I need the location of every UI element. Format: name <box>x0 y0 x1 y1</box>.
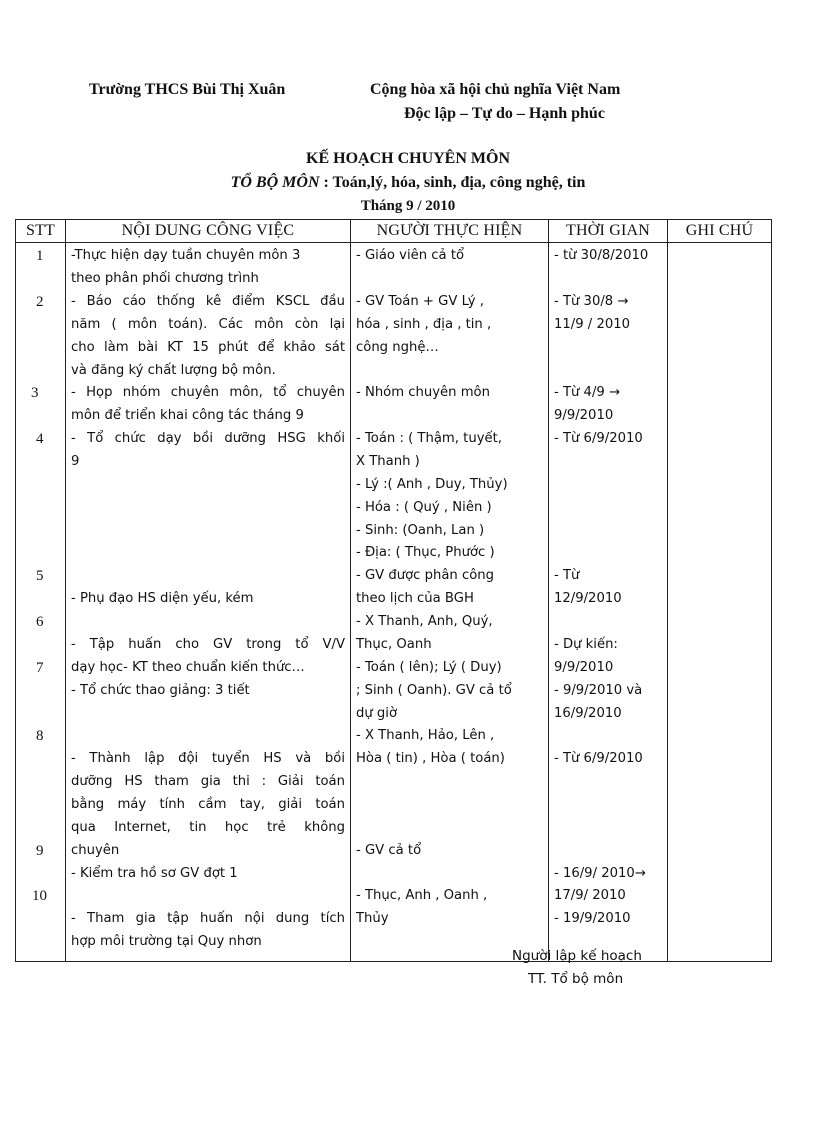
stt-number: 5 <box>36 568 44 584</box>
person-line: công nghệ… <box>356 340 439 355</box>
stt-number: 1 <box>36 248 44 264</box>
stt-number: 3 <box>31 385 39 401</box>
person-line: hóa , sinh , địa , tin , <box>356 317 492 332</box>
content-line: môn để triển khai công tác tháng 9 <box>71 408 304 423</box>
time-cell <box>549 243 668 962</box>
person-line: dự giờ <box>356 706 398 721</box>
content-line: - Tập huấn cho GV trong tổ V/V <box>71 637 345 652</box>
document-title: KẾ HOẠCH CHUYÊN MÔN <box>306 150 510 167</box>
signature-role: TT. Tổ bộ môn <box>528 971 624 987</box>
content-line: - Báo cáo thống kê điểm KSCL đầu <box>71 294 345 309</box>
time-line: - 19/9/2010 <box>554 911 631 926</box>
time-line: 11/9 / 2010 <box>554 317 631 332</box>
content-line: dưỡng HS tham gia thi : Giải toán <box>71 774 345 789</box>
person-line: - Địa: ( Thục, Phước ) <box>356 545 495 560</box>
person-line: X Thanh ) <box>356 454 420 469</box>
stt-number: 6 <box>36 614 44 630</box>
content-line: - Tổ chức dạy bồi dưỡng HSG khối <box>71 431 345 446</box>
person-line: - Lý :( Anh , Duy, Thủy) <box>356 477 508 492</box>
content-line: năm ( môn toán). Các môn còn lại <box>71 317 345 332</box>
stt-number: 10 <box>32 888 47 904</box>
time-line: 16/9/2010 <box>554 706 622 721</box>
content-line: chuyên <box>71 843 120 858</box>
stt-number: 8 <box>36 728 44 744</box>
time-line: - 9/9/2010 và <box>554 683 643 698</box>
plan-table <box>15 219 772 962</box>
content-line: - Thành lập đội tuyển HS và bồi <box>71 751 345 766</box>
content-line: - Kiểm tra hồ sơ GV đợt 1 <box>71 866 238 881</box>
content-line: -Thực hiện dạy tuần chuyên môn 3 <box>71 248 301 263</box>
person-line: - Sinh: (Oanh, Lan ) <box>356 523 485 538</box>
person-line: - GV Toán + GV Lý , <box>356 294 484 309</box>
person-line: - Nhóm chuyên môn <box>356 385 490 400</box>
time-line: 17/9/ 2010 <box>554 888 626 903</box>
signature-title: Người lập kế hoạch <box>512 948 642 964</box>
person-line: - GV được phân công <box>356 568 495 583</box>
col-header-stt: STT <box>16 220 66 243</box>
time-line: - Dự kiến: <box>554 637 618 652</box>
content-line: hợp môi trường tại Quy nhơn <box>71 934 262 949</box>
time-line: - Từ <box>554 568 580 583</box>
person-line: - Toán ( lên); Lý ( Duy) <box>356 660 502 675</box>
time-line: 9/9/2010 <box>554 660 614 675</box>
person-line: - Thục, Anh , Oanh , <box>356 888 488 903</box>
note-cell <box>668 243 772 962</box>
person-cell <box>351 243 549 962</box>
col-header-time: THỜI GIAN <box>549 220 668 243</box>
content-line: - Họp nhóm chuyên môn, tổ chuyên <box>71 385 345 400</box>
col-header-person: NGƯỜI THỰC HIỆN <box>351 220 549 243</box>
time-line: - Từ 30/8 → <box>554 294 629 309</box>
stt-number: 2 <box>36 294 44 310</box>
person-line: ; Sinh ( Oanh). GV cả tổ <box>356 683 512 698</box>
content-line: và đăng ký chất lượng bộ môn. <box>71 363 276 378</box>
school-name: Trường THCS Bùi Thị Xuân <box>89 81 286 98</box>
col-header-note: GHI CHÚ <box>668 220 772 243</box>
person-line: - X Thanh, Anh, Quý, <box>356 614 493 629</box>
plan-month: Tháng 9 / 2010 <box>360 198 456 214</box>
content-line: bằng máy tính cầm tay, giải toán <box>71 797 345 812</box>
stt-number: 9 <box>36 843 44 859</box>
person-line: Thủy <box>356 911 389 926</box>
content-line: cho làm bài KT 15 phút để khảo sát <box>71 340 345 355</box>
country-name: Cộng hòa xã hội chủ nghĩa Việt Nam <box>370 81 621 98</box>
content-line: - Tổ chức thao giảng: 3 tiết <box>71 683 250 698</box>
time-line: - 16/9/ 2010→ <box>554 866 646 881</box>
person-line: - X Thanh, Hảo, Lên , <box>356 728 495 743</box>
subject-label: TỔ BỘ MÔN <box>230 174 320 191</box>
subject-line <box>0 174 816 192</box>
content-line: dạy học- KT theo chuẩn kiến thức… <box>71 660 305 675</box>
stt-number: 7 <box>36 660 44 676</box>
person-line: - GV cả tổ <box>356 843 422 858</box>
person-line: Hòa ( tin) , Hòa ( toán) <box>356 751 505 766</box>
stt-number: 4 <box>36 431 44 447</box>
time-line: 12/9/2010 <box>554 591 622 606</box>
person-line: Thục, Oanh <box>356 637 432 652</box>
person-line: - Hóa : ( Quý , Niên ) <box>356 500 492 515</box>
person-line: theo lịch của BGH <box>356 591 474 606</box>
content-cell <box>66 243 351 962</box>
stt-cell <box>16 243 66 962</box>
person-line: - Giáo viên cả tổ <box>356 248 465 263</box>
table-body-row <box>16 243 772 962</box>
content-line: - Tham gia tập huấn nội dung tích <box>71 911 345 926</box>
content-line: - Phụ đạo HS diện yếu, kém <box>71 591 254 606</box>
time-line: - từ 30/8/2010 <box>554 248 649 263</box>
time-line: 9/9/2010 <box>554 408 614 423</box>
time-line: - Từ 6/9/2010 <box>554 751 643 766</box>
table-header-row <box>16 220 772 243</box>
col-header-content: NỘI DUNG CÔNG VIỆC <box>66 220 351 243</box>
national-motto: Độc lập – Tự do – Hạnh phúc <box>404 105 605 122</box>
time-line: - Từ 6/9/2010 <box>554 431 643 446</box>
time-line: - Từ 4/9 → <box>554 385 621 400</box>
person-line: - Toán : ( Thậm, tuyết, <box>356 431 502 446</box>
content-line: qua Internet, tin học trẻ không <box>71 820 345 835</box>
content-line: theo phân phối chương trình <box>71 271 259 286</box>
content-line: 9 <box>71 454 80 469</box>
subject-value: : Toán,lý, hóa, sinh, địa, công nghệ, tin <box>319 174 586 191</box>
